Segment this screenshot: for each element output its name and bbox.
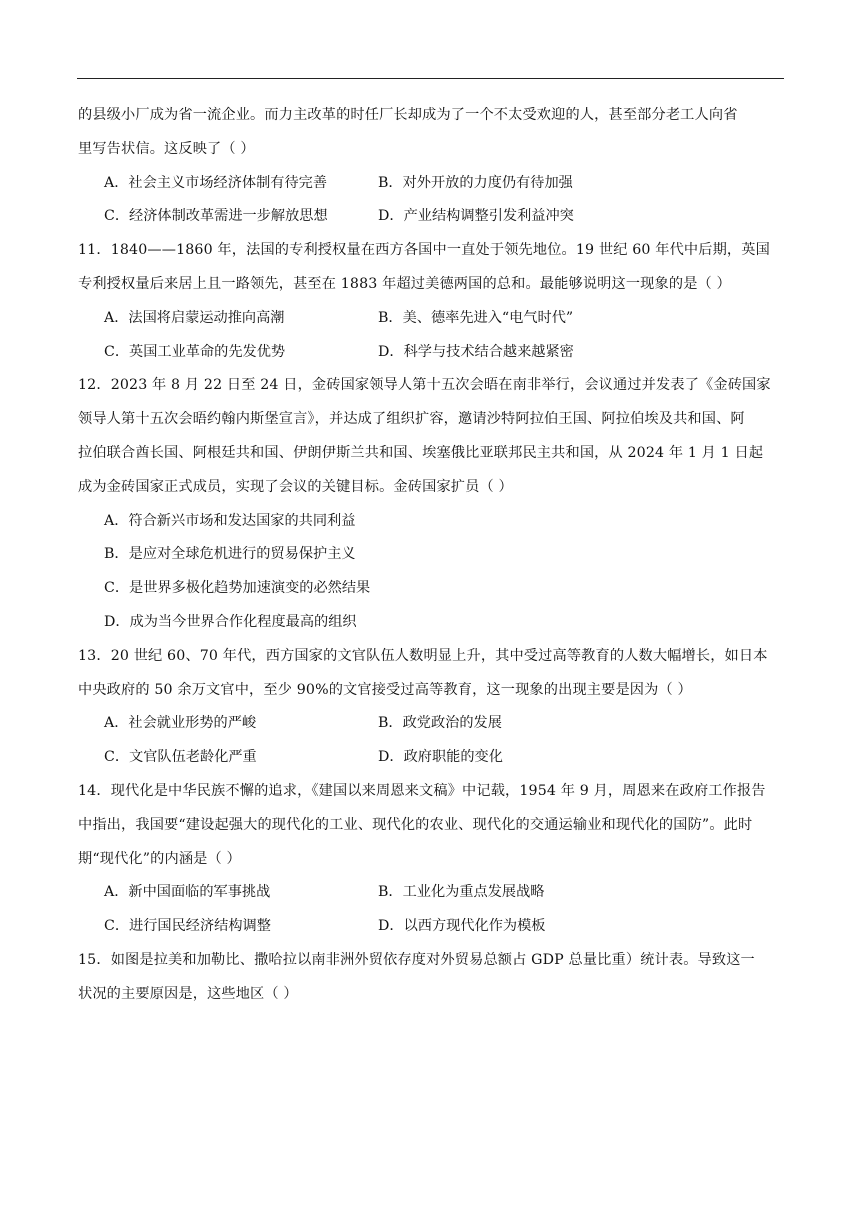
option-a[interactable]: A．新中国面临的军事挑战 — [104, 884, 271, 901]
option-c[interactable]: C．文官队伍老龄化严重 — [104, 749, 257, 766]
question-text-line: 状况的主要原因是，这些地区（ ） — [78, 985, 298, 1002]
option-a[interactable]: A．法国将启蒙运动推向高潮 — [104, 309, 285, 326]
options-row — [78, 746, 784, 768]
option-c[interactable]: C．经济体制改革需进一步解放思想 — [104, 208, 328, 225]
options-row — [78, 712, 784, 734]
option-c[interactable]: C．英国工业革命的先发优势 — [104, 343, 286, 360]
option-b[interactable]: B．美、德率先进入“电气时代” — [378, 309, 574, 326]
option-b[interactable]: B．工业化为重点发展战略 — [378, 884, 545, 901]
options-row — [78, 307, 784, 329]
option-a[interactable]: A．符合新兴市场和发达国家的共同利益 — [104, 512, 356, 529]
question-text-line: 里写告状信。这反映了（ ） — [78, 140, 255, 157]
question-text-line: 领导人第十五次会晤约翰内斯堡宣言》，并达成了组织扩容，邀请沙特阿拉伯王国、阿拉伯埃及共和国、阿 — [78, 411, 745, 428]
question-text-line: 专利授权量后来居上且一路领先，甚至在 1883 年超过美德两国的总和。最能够说明这一现象的是（ ） — [78, 275, 731, 292]
exam-page — [78, 104, 784, 1017]
option-b[interactable]: B．对外开放的力度仍有待加强 — [378, 174, 573, 191]
question-text-line: 11．1840——1860 年，法国的专利授权量在西方各国中一直处于领先地位。19 世纪 60 年代中后期，英国 — [78, 242, 770, 259]
question-text-line: 拉伯联合酋长国、阿根廷共和国、伊朗伊斯兰共和国、埃塞俄比亚联邦民主共和国，从 2024 年 1 月 1 日起 — [78, 444, 764, 461]
question-12 — [78, 374, 784, 633]
question-text-line: 期“现代化”的内涵是（ ） — [78, 850, 241, 867]
question-text-line: 14．现代化是中华民族不懈的追求，《建国以来周恩来文稿》中记载，1954 年 9 月，周恩来在政府工作报告 — [78, 782, 766, 799]
options-row — [78, 172, 784, 194]
option-d[interactable]: D．成为当今世界合作化程度最高的组织 — [104, 613, 357, 630]
option-d[interactable]: D．政府职能的变化 — [378, 749, 503, 766]
options-row — [78, 881, 784, 903]
question-text-line: 15．如图是拉美和加勒比、撒哈拉以南非洲外贸依存度对外贸易总额占 GDP 总量比重）统计表。导致这一 — [78, 951, 755, 968]
question-10 — [78, 104, 784, 227]
option-b[interactable]: B．是应对全球危机进行的贸易保护主义 — [104, 546, 356, 563]
option-c[interactable]: C．是世界多极化趋势加速演变的必然结果 — [104, 580, 371, 597]
option-c[interactable]: C．进行国民经济结构调整 — [104, 918, 271, 935]
option-b[interactable]: B．政党政治的发展 — [378, 715, 502, 732]
options-row — [78, 915, 784, 937]
question-15 — [78, 949, 784, 1005]
option-d[interactable]: D．以西方现代化作为模板 — [378, 918, 546, 935]
question-14 — [78, 780, 784, 937]
option-d[interactable]: D．产业结构调整引发利益冲突 — [378, 208, 574, 225]
options-row — [78, 341, 784, 363]
question-text-line: 的县级小厂成为省一流企业。而力主改革的时任厂长却成为了一个不太受欢迎的人，甚至部分老工人向省 — [78, 107, 738, 123]
question-text-line: 12．2023 年 8 月 22 日至 24 日，金砖国家领导人第十五次会晤在南非举行，会议通过并发表了《金砖国家 — [78, 377, 771, 394]
header-rule — [77, 78, 784, 79]
question-text-line: 中指出，我国要“建设起强大的现代化的工业、现代化的农业、现代化的交通运输业和现代化的国防”。此时 — [78, 816, 753, 833]
question-text-line: 成为金砖国家正式成员，实现了会议的关键目标。金砖国家扩员（ ） — [78, 478, 513, 495]
question-text-line: 中央政府的 50 余万文官中，至少 90%的文官接受过高等教育，这一现象的出现主要是因为（ ） — [78, 681, 692, 698]
options-row — [78, 205, 784, 227]
question-text-line: 13．20 世纪 60、70 年代，西方国家的文官队伍人数明显上升，其中受过高等教育的人数大幅增长，如日本 — [78, 647, 768, 664]
option-a[interactable]: A．社会就业形势的严峻 — [104, 715, 257, 732]
option-a[interactable]: A．社会主义市场经济体制有待完善 — [104, 174, 328, 191]
question-11 — [78, 239, 784, 362]
question-13 — [78, 645, 784, 768]
option-d[interactable]: D．科学与技术结合越来越紧密 — [378, 343, 574, 360]
